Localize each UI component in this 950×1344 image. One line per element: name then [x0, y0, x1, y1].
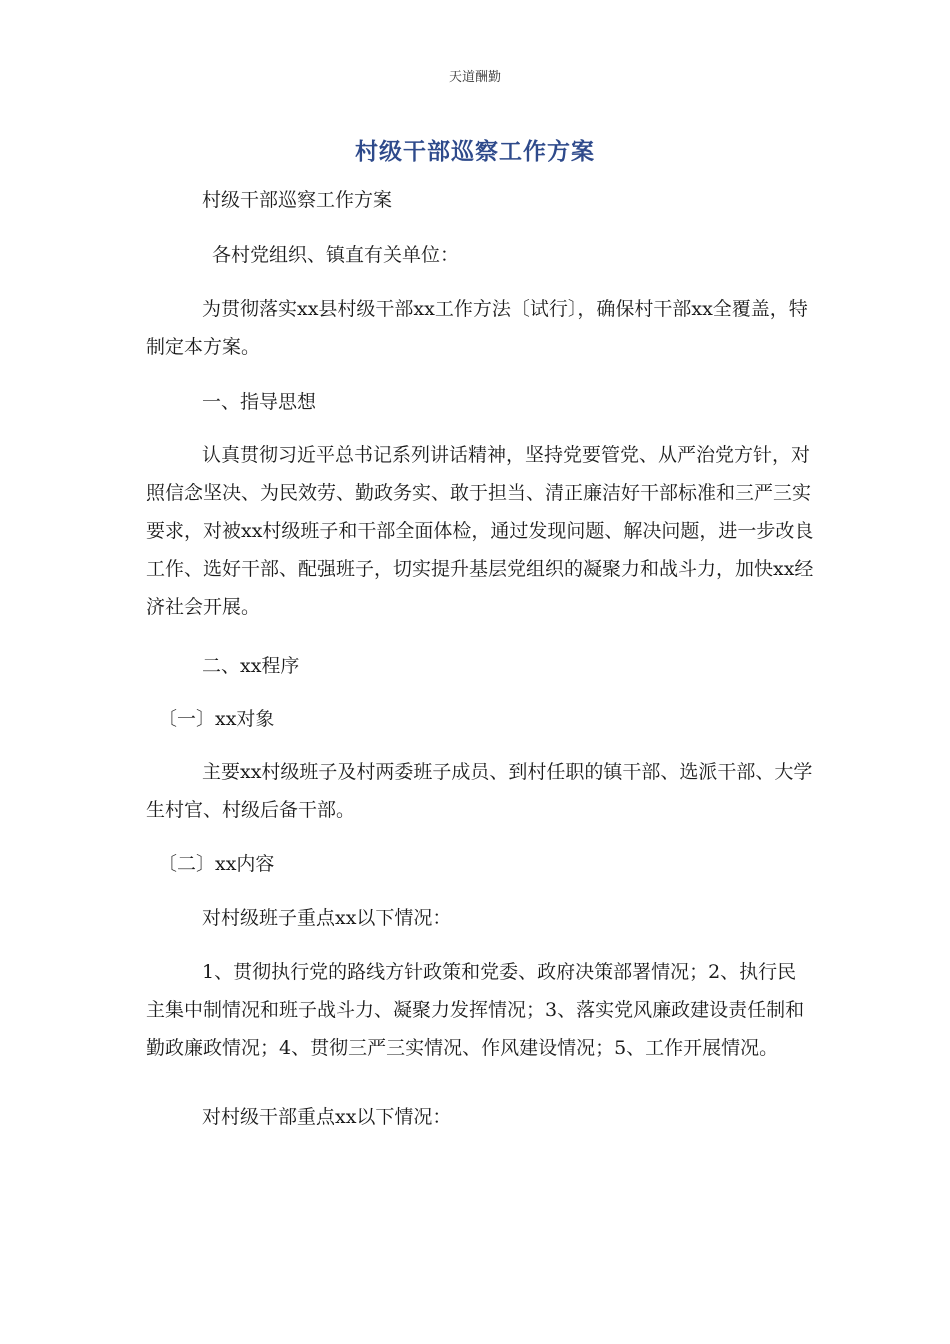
section-heading-1: 一、指导思想 — [202, 391, 317, 413]
section-heading-2: 二、xx程序 — [202, 655, 300, 677]
subsection-heading-1: 〔一〕xx对象 — [158, 708, 275, 730]
subsection-heading-2: 〔二〕xx内容 — [158, 853, 275, 875]
paragraph-subtitle: 村级干部巡察工作方案 — [202, 189, 393, 211]
paragraph-targets: 主要xx村级班子及村两委班子成员、到村任职的镇干部、选派干部、大学生村官、村级后备干部。 — [146, 761, 813, 821]
paragraph-cadre-focus: 对村级干部重点xx以下情况： — [202, 1106, 452, 1128]
document-title: 村级干部巡察工作方案 — [355, 139, 595, 165]
paragraph-class-items: 1、贯彻执行党的路线方针政策和党委、政府决策部署情况；2、执行民主集中制情况和班子战斗力、凝聚力发挥情况；3、落实党风廉政建设责任制和勤政廉政情况；4、贯彻三严三实情况、作风建设情况；5、工作开展情况。 — [146, 961, 805, 1059]
paragraph-intro: 为贯彻落实xx县村级干部xx工作方法〔试行〕，确保村干部xx全覆盖，特制定本方案。 — [146, 298, 808, 358]
paragraph-class-focus: 对村级班子重点xx以下情况： — [202, 907, 452, 929]
page-header: 天道酬勤 — [448, 70, 501, 85]
paragraph-salutation: 各村党组织、镇直有关单位： — [212, 244, 460, 266]
paragraph-guiding-thought: 认真贯彻习近平总书记系列讲话精神，坚持党要管党、从严治党方针，对照信念坚决、为民效劳、勤政务实、敢于担当、清正廉洁好干部标准和三严三实要求，对被xx村级班子和干部全面体检，通过发现问题、解决问题，进一步改良工作、选好干部、配强班子，切实提升基层党组织的凝聚力和战斗力，加快xx经济社会开展。 — [146, 444, 814, 618]
